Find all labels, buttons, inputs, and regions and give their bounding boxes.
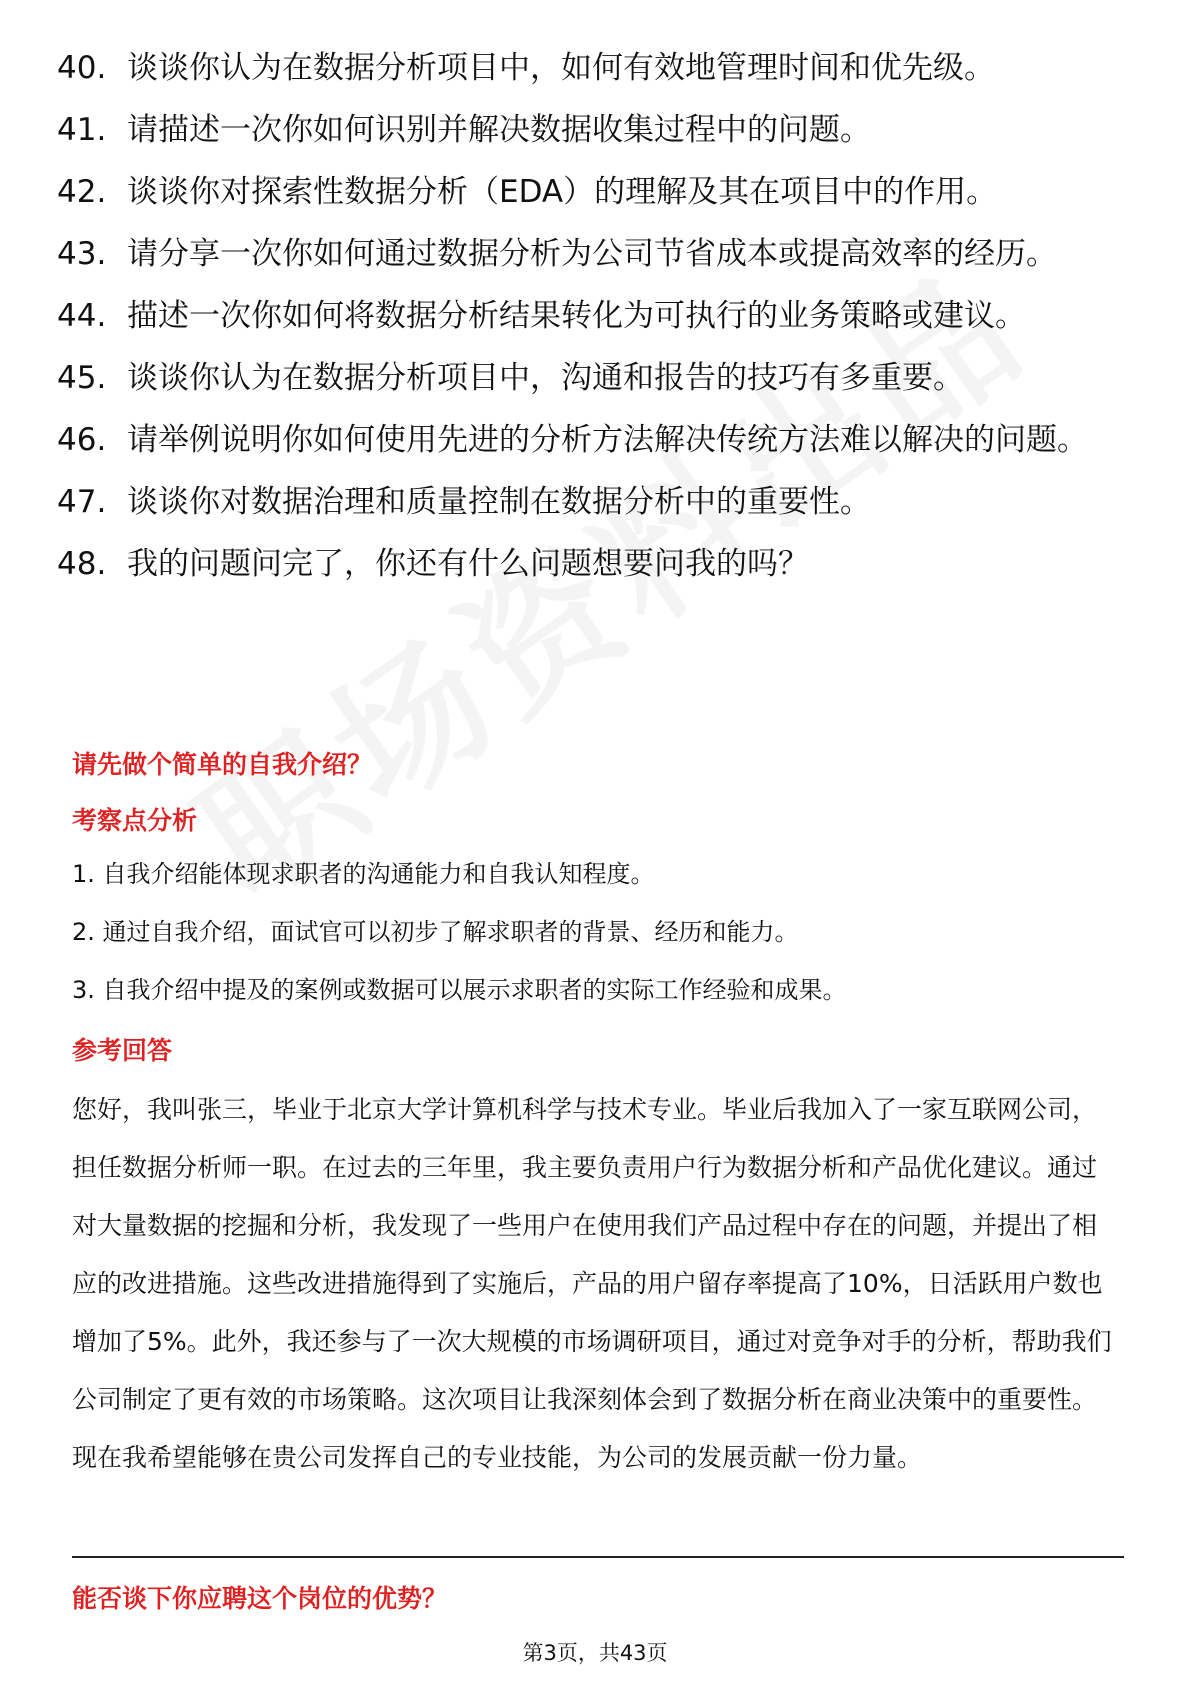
list-item	[57, 172, 1127, 213]
list-item: 1. 自我介绍能体现求职者的沟通能力和自我认知程度。	[72, 860, 655, 888]
list-item	[57, 296, 1127, 337]
question-text: 请分享一次你如何通过数据分析为公司节省成本或提高效率的经历。	[127, 236, 1057, 272]
question-text: 请举例说明你如何使用先进的分析方法解决传统方法难以解决的问题。	[127, 422, 1088, 458]
list-item: 2. 通过自我介绍，面试官可以初步了解求职者的背景、经历和能力。	[72, 918, 799, 946]
question-text: 谈谈你对探索性数据分析（EDA）的理解及其在项目中的作用。	[127, 174, 998, 210]
question-number: 46.	[57, 422, 107, 458]
question-number: 40.	[57, 50, 107, 86]
question-number: 41.	[57, 112, 107, 148]
question-number: 45.	[57, 360, 107, 396]
question-number: 42.	[57, 174, 107, 210]
list-item	[57, 420, 1127, 461]
question-number: 43.	[57, 236, 107, 272]
question-text: 请描述一次你如何识别并解决数据收集过程中的问题。	[127, 112, 871, 148]
question-number: 44.	[57, 298, 107, 334]
question-text: 谈谈你认为在数据分析项目中，沟通和报告的技巧有多重要。	[127, 360, 964, 396]
question-text: 我的问题问完了，你还有什么问题想要问我的吗？	[127, 546, 809, 582]
list-item: 3. 自我介绍中提及的案例或数据可以展示求职者的实际工作经验和成果。	[72, 976, 847, 1004]
question-list	[57, 48, 1127, 606]
qa-section	[72, 747, 1122, 1487]
answer-paragraph: 您好，我叫张三，毕业于北京大学计算机科学与技术专业。毕业后我加入了一家互联网公司，担任数据分析师一职。在过去的三年里，我主要负责用户行为数据分析和产品优化建议。通过对大量数据的挖掘和分析，我发现了一些用户在使用我们产品过程中存在的问题，并提出了相应的改进措施。这些改进措施得到了实施后，产品的用户留存率提高了10%，日活跃用户数也增加了5%。此外，我还参与了一次大规模的市场调研项目，通过对竞争对手的分析，帮助我们公司制定了更有效的市场策略。这次项目让我深刻体会到了数据分析在商业决策中的重要性。现在我希望能够在贵公司发挥自己的专业技能，为公司的发展贡献一份力量。	[72, 1095, 1112, 1472]
list-item	[57, 482, 1127, 523]
question-text: 描述一次你如何将数据分析结果转化为可执行的业务策略或建议。	[127, 298, 1026, 334]
analysis-heading: 考察点分析	[72, 806, 198, 835]
page-number: 第3页，共43页	[522, 1641, 668, 1665]
list-item	[57, 48, 1127, 89]
question-text: 谈谈你认为在数据分析项目中，如何有效地管理时间和优先级。	[127, 50, 995, 86]
list-item	[57, 234, 1127, 275]
question-text: 谈谈你对数据治理和质量控制在数据分析中的重要性。	[127, 484, 871, 520]
list-item	[57, 358, 1127, 399]
question-number: 48.	[57, 546, 107, 582]
list-item	[57, 110, 1127, 151]
answer-heading: 参考回答	[72, 1036, 173, 1065]
next-question-title: 能否谈下你应聘这个岗位的优势？	[72, 1584, 448, 1613]
question-number: 47.	[57, 484, 107, 520]
list-item	[57, 544, 1127, 585]
divider	[72, 1556, 1124, 1558]
section-question-title: 请先做个简单的自我介绍？	[72, 750, 373, 779]
analysis-points	[72, 857, 1122, 1007]
